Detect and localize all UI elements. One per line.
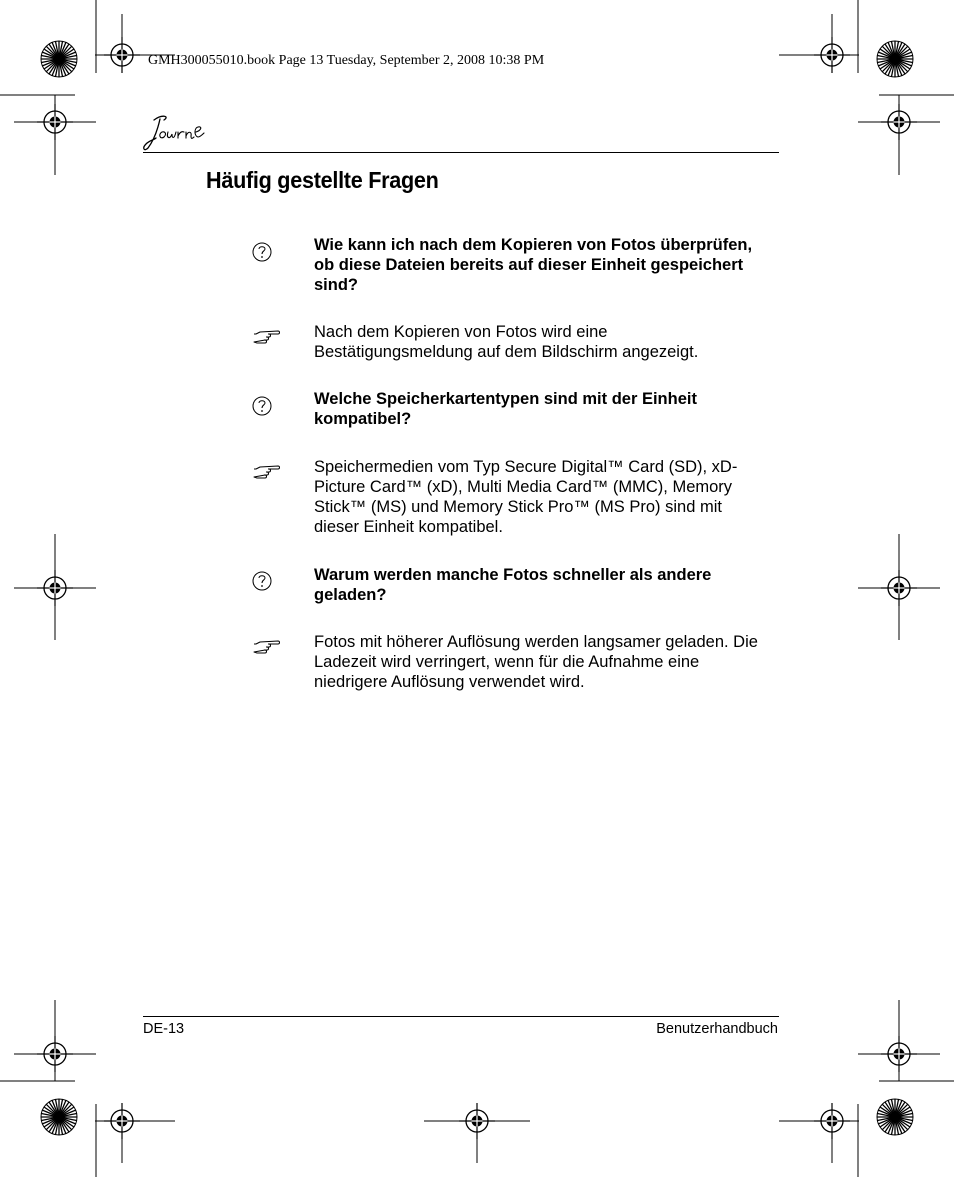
footer-rule [143, 1016, 779, 1017]
question-circle-icon [250, 570, 278, 592]
pointing-hand-icon [252, 635, 280, 657]
journe-script-logo [140, 110, 212, 154]
header-rule [143, 152, 779, 153]
page-number: DE-13 [143, 1021, 185, 1037]
faq-question-2: Welche Speicherkartentypen sind mit der Einheit kompatibel? [314, 390, 697, 428]
pointing-hand-icon [252, 325, 280, 347]
faq-answer-3: Fotos mit höherer Auflösung werden langsamer geladen. Die Ladezeit wird verringert, wenn für die Aufnahme eine niedrigere Auflösung verwendet wird. [314, 633, 758, 691]
question-circle-icon [250, 395, 278, 417]
page-title: Häufig gestellte Fragen [206, 167, 439, 193]
faq-answer-2: Speichermedien vom Typ Secure Digital™ Card (SD), xD-Picture Card™ (xD), Multi Media Card™ (MMC), Memory Stick™ (MS) und Memory Stick Pro™ (MS Pro) sind mit dieser Einheit kompatibel. [314, 458, 738, 536]
manual-name: Benutzerhandbuch [656, 1021, 778, 1037]
question-circle-icon [250, 241, 278, 263]
faq-answer-1: Nach dem Kopieren von Fotos wird eine Bestätigungsmeldung auf dem Bildschirm angezeigt. [314, 323, 699, 361]
pointing-hand-icon [252, 460, 280, 482]
faq-question-3: Warum werden manche Fotos schneller als andere geladen? [314, 566, 712, 604]
faq-question-1: Wie kann ich nach dem Kopieren von Fotos überprüfen, ob diese Dateien bereits auf dieser Einheit gespeichert sind? [314, 236, 753, 294]
print-slug: GMH300055010.book Page 13 Tuesday, September 2, 2008 10:38 PM [148, 53, 545, 68]
